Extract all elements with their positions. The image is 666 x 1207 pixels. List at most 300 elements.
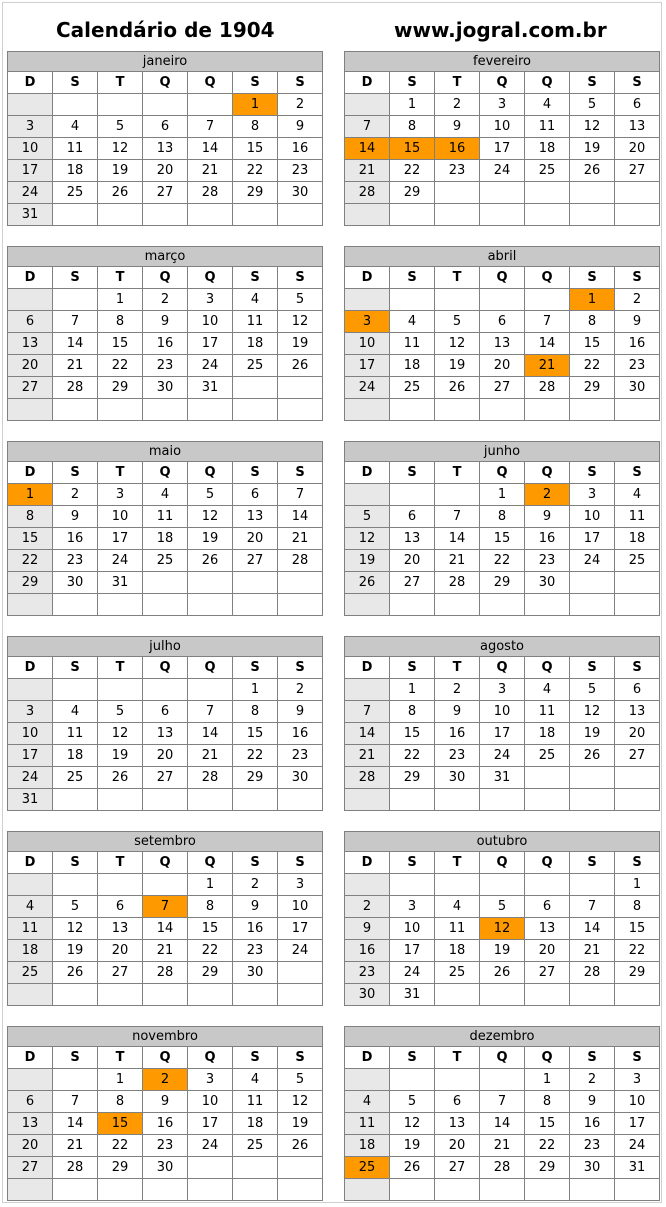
- month-fevereiro: [344, 51, 660, 226]
- day-cell: 8: [615, 896, 660, 918]
- day-cell: 26: [98, 767, 143, 789]
- day-cell: 13: [143, 723, 188, 745]
- day-cell: 22: [390, 745, 435, 767]
- month-junho: [344, 441, 660, 616]
- day-cell: [345, 94, 390, 116]
- day-cell: [188, 984, 233, 1006]
- week-row: [8, 311, 323, 333]
- day-cell: 4: [525, 679, 570, 701]
- day-cell: [143, 984, 188, 1006]
- day-cell: 12: [278, 1091, 323, 1113]
- day-cell: 10: [278, 896, 323, 918]
- day-cell: 25: [53, 767, 98, 789]
- day-cell: 18: [615, 528, 660, 550]
- day-cell: 5: [278, 1069, 323, 1091]
- day-cell: [278, 1157, 323, 1179]
- day-cell: 4: [233, 1069, 278, 1091]
- day-cell: 20: [143, 160, 188, 182]
- day-cell: 15: [525, 1113, 570, 1135]
- day-cell: 16: [233, 918, 278, 940]
- weekday-header: T: [435, 267, 480, 289]
- weekday-header: Q: [188, 267, 233, 289]
- day-cell: 13: [8, 1113, 53, 1135]
- day-cell: 19: [435, 355, 480, 377]
- day-cell: 5: [278, 289, 323, 311]
- day-cell: 11: [53, 138, 98, 160]
- day-cell: 29: [525, 1157, 570, 1179]
- day-cell: 6: [525, 896, 570, 918]
- day-cell: 28: [278, 550, 323, 572]
- day-cell: 9: [435, 116, 480, 138]
- day-cell: 18: [435, 940, 480, 962]
- day-cell: 19: [570, 138, 615, 160]
- day-cell: 16: [345, 940, 390, 962]
- day-cell: [143, 399, 188, 421]
- day-cell: [233, 789, 278, 811]
- weekday-header: S: [233, 267, 278, 289]
- day-cell: [525, 289, 570, 311]
- day-cell: 15: [188, 918, 233, 940]
- day-cell: [345, 399, 390, 421]
- day-cell: 18: [233, 1113, 278, 1135]
- weekday-header: S: [615, 267, 660, 289]
- day-cell: [143, 572, 188, 594]
- day-cell: [480, 1179, 525, 1201]
- day-cell: [98, 94, 143, 116]
- weekday-header: Q: [143, 72, 188, 94]
- day-cell: 2: [278, 679, 323, 701]
- day-cell: 21: [53, 1135, 98, 1157]
- day-cell: 8: [98, 1091, 143, 1113]
- day-cell: [480, 789, 525, 811]
- day-cell: 26: [53, 962, 98, 984]
- day-cell: 17: [390, 940, 435, 962]
- week-row: [345, 289, 660, 311]
- day-cell: 6: [98, 896, 143, 918]
- day-cell: 5: [435, 311, 480, 333]
- day-cell: 7: [345, 701, 390, 723]
- day-cell: [345, 1179, 390, 1201]
- day-cell: 27: [8, 1157, 53, 1179]
- day-cell: 10: [188, 1091, 233, 1113]
- day-cell: 8: [525, 1091, 570, 1113]
- day-cell: [233, 399, 278, 421]
- week-row: [345, 1157, 660, 1179]
- day-cell: [615, 204, 660, 226]
- day-cell: [435, 484, 480, 506]
- day-cell: 28: [53, 377, 98, 399]
- day-cell: 17: [278, 918, 323, 940]
- day-cell: 1: [615, 874, 660, 896]
- weekday-header: S: [233, 462, 278, 484]
- week-row: [8, 355, 323, 377]
- day-cell: [53, 984, 98, 1006]
- day-cell: 6: [390, 506, 435, 528]
- day-cell: [143, 94, 188, 116]
- weekday-header: D: [8, 72, 53, 94]
- day-cell: 20: [98, 940, 143, 962]
- day-cell: 3: [480, 679, 525, 701]
- day-cell: [188, 572, 233, 594]
- day-cell: [98, 679, 143, 701]
- day-cell: 26: [570, 160, 615, 182]
- day-cell: 19: [53, 940, 98, 962]
- weekday-header: S: [615, 852, 660, 874]
- day-cell: 18: [390, 355, 435, 377]
- day-cell: 29: [390, 767, 435, 789]
- week-row: [345, 333, 660, 355]
- day-cell: [615, 182, 660, 204]
- day-cell: 1: [233, 94, 278, 116]
- week-row: [8, 377, 323, 399]
- day-cell: [345, 874, 390, 896]
- weekday-header: S: [278, 72, 323, 94]
- day-cell: 10: [345, 333, 390, 355]
- day-cell: 20: [525, 940, 570, 962]
- day-cell: 18: [525, 138, 570, 160]
- day-cell: 1: [390, 679, 435, 701]
- day-cell: 29: [390, 182, 435, 204]
- day-cell: 25: [525, 745, 570, 767]
- day-cell: 21: [570, 940, 615, 962]
- day-cell: 22: [233, 745, 278, 767]
- weekday-header: Q: [525, 267, 570, 289]
- day-cell: [8, 874, 53, 896]
- day-cell: [390, 399, 435, 421]
- day-cell: 1: [98, 289, 143, 311]
- day-cell: 30: [278, 767, 323, 789]
- day-cell: 12: [188, 506, 233, 528]
- day-cell: 9: [143, 1091, 188, 1113]
- day-cell: [143, 874, 188, 896]
- day-cell: [390, 789, 435, 811]
- day-cell: [188, 94, 233, 116]
- day-cell: 24: [390, 962, 435, 984]
- week-row: [345, 723, 660, 745]
- day-cell: 9: [278, 701, 323, 723]
- day-cell: [188, 1157, 233, 1179]
- day-cell: [53, 789, 98, 811]
- weekday-header: S: [615, 657, 660, 679]
- day-cell: 9: [615, 311, 660, 333]
- weekday-header: Q: [143, 657, 188, 679]
- week-row: [345, 399, 660, 421]
- weekday-header: Q: [143, 267, 188, 289]
- day-cell: 15: [570, 333, 615, 355]
- day-cell: [525, 789, 570, 811]
- week-row: [8, 1069, 323, 1091]
- day-cell: 3: [390, 896, 435, 918]
- day-cell: 30: [143, 1157, 188, 1179]
- day-cell: [8, 984, 53, 1006]
- day-cell: 2: [570, 1069, 615, 1091]
- weekday-header: D: [345, 267, 390, 289]
- day-cell: 25: [435, 962, 480, 984]
- day-cell: 28: [345, 182, 390, 204]
- day-cell: 6: [615, 679, 660, 701]
- day-cell: 31: [480, 767, 525, 789]
- day-cell: 4: [53, 116, 98, 138]
- day-cell: 7: [188, 116, 233, 138]
- day-cell: 26: [345, 572, 390, 594]
- weekday-header: Q: [188, 462, 233, 484]
- day-cell: 9: [143, 311, 188, 333]
- day-cell: 21: [188, 160, 233, 182]
- day-cell: 4: [53, 701, 98, 723]
- day-cell: 18: [233, 333, 278, 355]
- day-cell: [570, 984, 615, 1006]
- weekday-header: S: [278, 462, 323, 484]
- day-cell: 20: [8, 1135, 53, 1157]
- day-cell: 21: [188, 745, 233, 767]
- day-cell: 23: [53, 550, 98, 572]
- weekday-header: D: [345, 72, 390, 94]
- day-cell: 26: [390, 1157, 435, 1179]
- day-cell: [570, 399, 615, 421]
- day-cell: 30: [278, 182, 323, 204]
- day-cell: 4: [143, 484, 188, 506]
- day-cell: 29: [480, 572, 525, 594]
- day-cell: 25: [525, 160, 570, 182]
- day-cell: 17: [345, 355, 390, 377]
- weekday-header: S: [390, 852, 435, 874]
- day-cell: 31: [8, 789, 53, 811]
- day-cell: 27: [390, 572, 435, 594]
- day-cell: 10: [98, 506, 143, 528]
- day-cell: 8: [98, 311, 143, 333]
- day-cell: [525, 204, 570, 226]
- day-cell: 28: [435, 572, 480, 594]
- week-row: [8, 94, 323, 116]
- day-cell: 12: [435, 333, 480, 355]
- day-cell: 8: [480, 506, 525, 528]
- day-cell: 7: [53, 1091, 98, 1113]
- day-cell: 5: [53, 896, 98, 918]
- day-cell: 27: [98, 962, 143, 984]
- day-cell: [525, 182, 570, 204]
- weekday-header: S: [53, 267, 98, 289]
- month-name: junho: [345, 442, 660, 462]
- day-cell: 21: [480, 1135, 525, 1157]
- day-cell: 13: [143, 138, 188, 160]
- weekday-header: Q: [480, 852, 525, 874]
- weekday-header: S: [570, 852, 615, 874]
- week-row: [8, 940, 323, 962]
- weekday-header: S: [390, 462, 435, 484]
- day-cell: 10: [390, 918, 435, 940]
- day-cell: 5: [98, 701, 143, 723]
- day-cell: [278, 399, 323, 421]
- day-cell: 3: [8, 701, 53, 723]
- weekday-header: S: [53, 852, 98, 874]
- day-cell: 12: [570, 116, 615, 138]
- day-cell: 19: [278, 1113, 323, 1135]
- month-julho: [7, 636, 323, 811]
- month-janeiro: [7, 51, 323, 226]
- day-cell: 8: [188, 896, 233, 918]
- day-cell: 6: [480, 311, 525, 333]
- day-cell: 17: [8, 160, 53, 182]
- day-cell: 25: [233, 355, 278, 377]
- day-cell: [8, 594, 53, 616]
- week-row: [345, 896, 660, 918]
- day-cell: 2: [53, 484, 98, 506]
- day-cell: [233, 1157, 278, 1179]
- day-cell: [53, 1069, 98, 1091]
- day-cell: 6: [8, 1091, 53, 1113]
- day-cell: [98, 984, 143, 1006]
- day-cell: 23: [143, 355, 188, 377]
- weekday-header: Q: [480, 462, 525, 484]
- day-cell: 29: [98, 377, 143, 399]
- day-cell: 22: [525, 1135, 570, 1157]
- day-cell: 5: [188, 484, 233, 506]
- day-cell: 22: [570, 355, 615, 377]
- day-cell: 24: [8, 767, 53, 789]
- week-row: [8, 138, 323, 160]
- day-cell: 23: [278, 160, 323, 182]
- day-cell: [570, 182, 615, 204]
- day-cell: 8: [390, 701, 435, 723]
- day-cell: 29: [570, 377, 615, 399]
- day-cell: 25: [390, 377, 435, 399]
- week-row: [8, 1179, 323, 1201]
- day-cell: [390, 1069, 435, 1091]
- week-row: [345, 377, 660, 399]
- day-cell: 28: [53, 1157, 98, 1179]
- day-cell: 14: [480, 1113, 525, 1135]
- weekday-header: S: [570, 1047, 615, 1069]
- day-cell: [615, 984, 660, 1006]
- day-cell: 19: [345, 550, 390, 572]
- week-row: [345, 160, 660, 182]
- day-cell: [278, 984, 323, 1006]
- day-cell: 18: [8, 940, 53, 962]
- site-url: www.jogral.com.br: [394, 18, 607, 42]
- day-cell: 27: [615, 160, 660, 182]
- day-cell: 23: [435, 160, 480, 182]
- day-cell: 23: [278, 745, 323, 767]
- day-cell: 9: [435, 701, 480, 723]
- weekday-header: T: [98, 657, 143, 679]
- weekday-header: S: [278, 267, 323, 289]
- week-row: [8, 1157, 323, 1179]
- weekday-header: Q: [188, 1047, 233, 1069]
- week-row: [345, 918, 660, 940]
- day-cell: 12: [98, 138, 143, 160]
- day-cell: 18: [143, 528, 188, 550]
- weekday-header: T: [435, 72, 480, 94]
- day-cell: [480, 1069, 525, 1091]
- day-cell: 6: [615, 94, 660, 116]
- weekday-header: Q: [525, 72, 570, 94]
- weekday-header: D: [345, 1047, 390, 1069]
- day-cell: 27: [233, 550, 278, 572]
- day-cell: 23: [615, 355, 660, 377]
- day-cell: [615, 399, 660, 421]
- day-cell: 17: [98, 528, 143, 550]
- day-cell: [233, 572, 278, 594]
- day-cell: 15: [233, 723, 278, 745]
- weekday-header: D: [345, 462, 390, 484]
- day-cell: 25: [345, 1157, 390, 1179]
- day-cell: 27: [480, 377, 525, 399]
- day-cell: 14: [345, 138, 390, 160]
- week-row: [8, 701, 323, 723]
- day-cell: 16: [435, 138, 480, 160]
- day-cell: 10: [8, 138, 53, 160]
- week-row: [8, 289, 323, 311]
- day-cell: 2: [435, 679, 480, 701]
- day-cell: 23: [570, 1135, 615, 1157]
- day-cell: [480, 984, 525, 1006]
- day-cell: [8, 679, 53, 701]
- week-row: [8, 789, 323, 811]
- day-cell: 3: [480, 94, 525, 116]
- day-cell: 13: [390, 528, 435, 550]
- week-row: [345, 1091, 660, 1113]
- day-cell: 11: [525, 701, 570, 723]
- weekday-header: T: [435, 462, 480, 484]
- day-cell: 18: [345, 1135, 390, 1157]
- weekday-header: S: [53, 462, 98, 484]
- day-cell: [53, 399, 98, 421]
- month-novembro: [7, 1026, 323, 1201]
- day-cell: [98, 204, 143, 226]
- day-cell: [480, 874, 525, 896]
- day-cell: 1: [233, 679, 278, 701]
- weekday-header: S: [615, 72, 660, 94]
- day-cell: 12: [345, 528, 390, 550]
- week-row: [8, 116, 323, 138]
- day-cell: 2: [278, 94, 323, 116]
- week-row: [345, 984, 660, 1006]
- weekday-header: T: [435, 1047, 480, 1069]
- day-cell: 8: [8, 506, 53, 528]
- weekday-header: S: [233, 657, 278, 679]
- week-row: [345, 355, 660, 377]
- day-cell: 23: [435, 745, 480, 767]
- day-cell: 16: [143, 333, 188, 355]
- day-cell: [570, 767, 615, 789]
- day-cell: 1: [390, 94, 435, 116]
- day-cell: 30: [570, 1157, 615, 1179]
- week-row: [345, 1113, 660, 1135]
- day-cell: 4: [233, 289, 278, 311]
- day-cell: 21: [345, 745, 390, 767]
- day-cell: 7: [345, 116, 390, 138]
- day-cell: [570, 874, 615, 896]
- week-row: [345, 550, 660, 572]
- day-cell: [570, 594, 615, 616]
- day-cell: [480, 399, 525, 421]
- week-row: [8, 984, 323, 1006]
- day-cell: 1: [98, 1069, 143, 1091]
- day-cell: 18: [53, 160, 98, 182]
- day-cell: 21: [143, 940, 188, 962]
- day-cell: 3: [188, 1069, 233, 1091]
- day-cell: [278, 572, 323, 594]
- day-cell: 16: [53, 528, 98, 550]
- day-cell: 13: [525, 918, 570, 940]
- day-cell: 10: [188, 311, 233, 333]
- month-name: agosto: [345, 637, 660, 657]
- weekday-header: S: [390, 657, 435, 679]
- day-cell: [188, 399, 233, 421]
- day-cell: 2: [435, 94, 480, 116]
- day-cell: 10: [480, 116, 525, 138]
- week-row: [345, 1069, 660, 1091]
